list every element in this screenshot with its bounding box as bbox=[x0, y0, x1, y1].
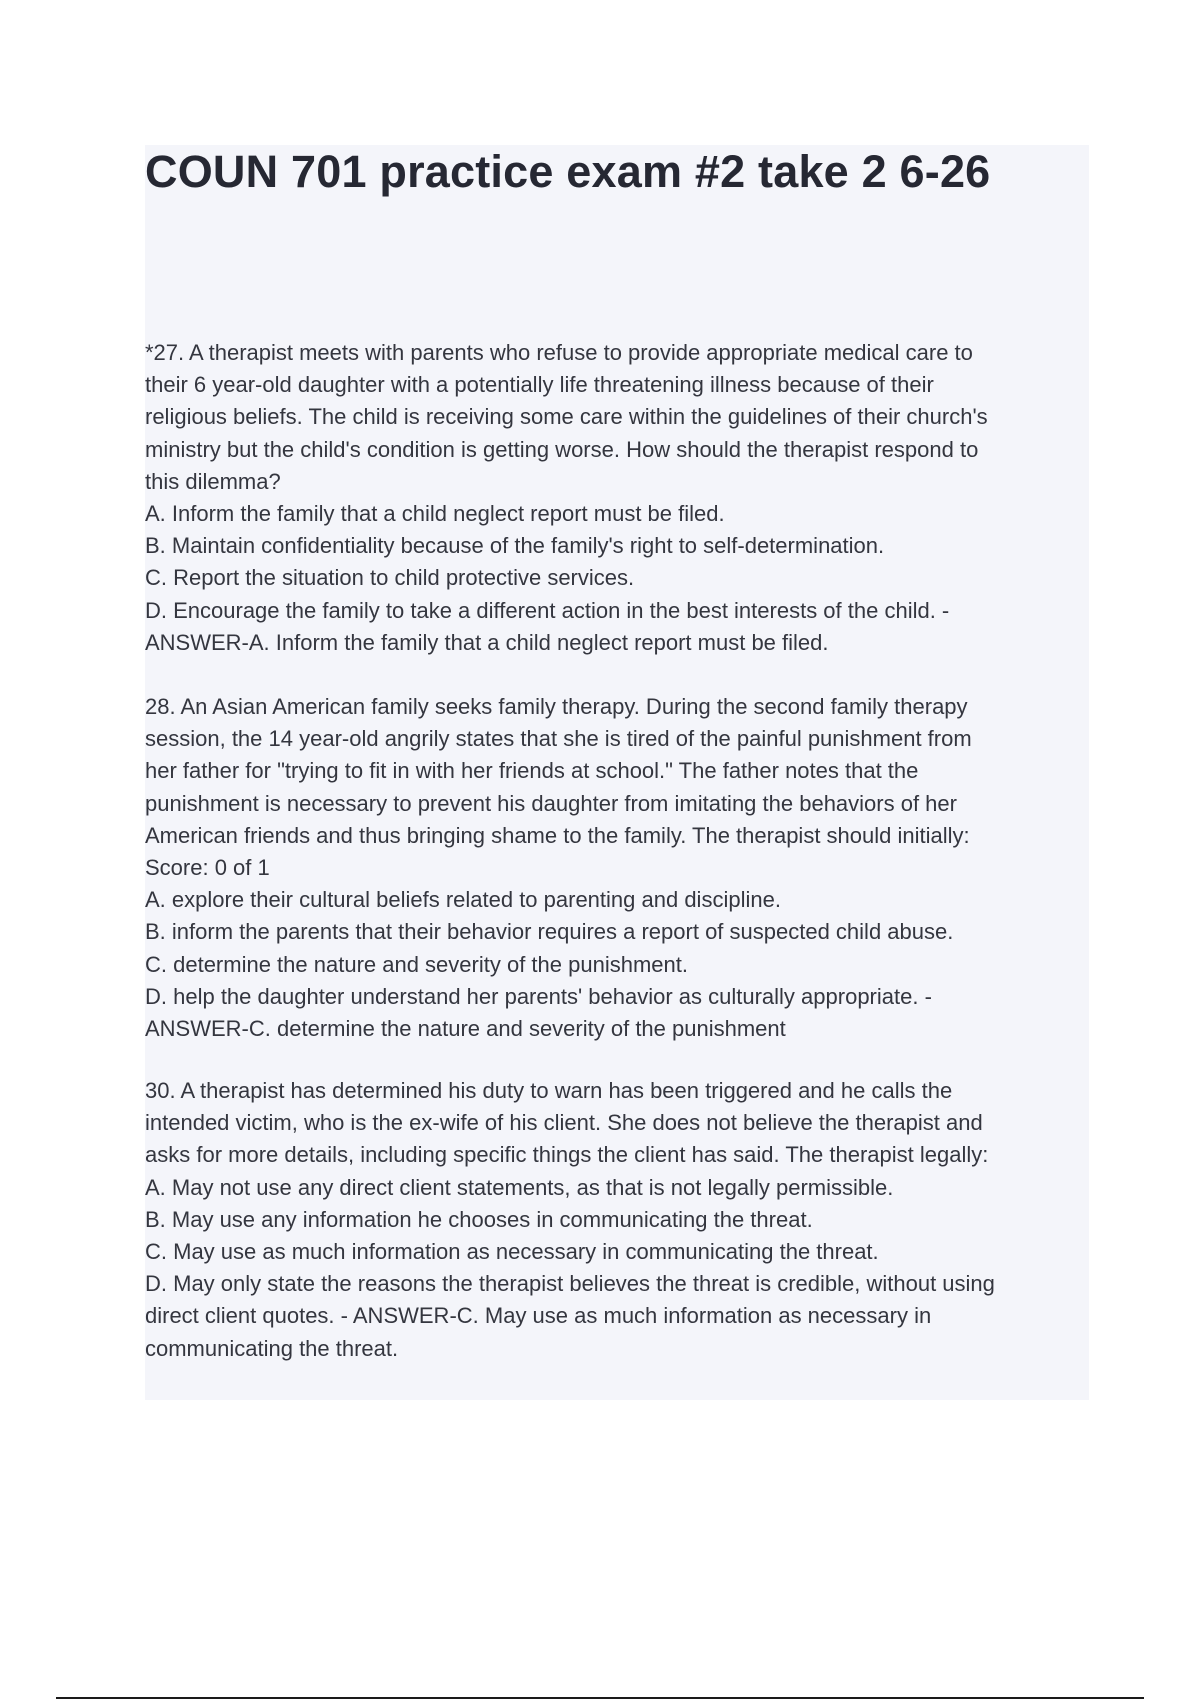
question-block-30 bbox=[145, 1075, 1089, 1365]
page-title: COUN 701 practice exam #2 take 2 6-26 bbox=[145, 146, 991, 197]
option-b: B. May use any information he chooses in communicating the threat. bbox=[145, 1206, 813, 1232]
answer-line: ANSWER-A. Inform the family that a child neglect report must be filed. bbox=[145, 629, 829, 655]
page-divider bbox=[56, 1697, 1144, 1699]
option-c: C. Report the situation to child protective services. bbox=[145, 565, 635, 591]
question-text-line: 30. A therapist has determined his duty to warn has been triggered and he calls the bbox=[145, 1078, 953, 1103]
option-a: A. May not use any direct client statements, as that is not legally permissible. bbox=[145, 1174, 894, 1200]
question-text-line: session, the 14 year-old angrily states that she is tired of the painful punishment from bbox=[145, 726, 972, 752]
question-text-line: their 6 year-old daughter with a potentially life threatening illness because of their bbox=[145, 372, 934, 398]
option-d: D. Encourage the family to take a different action in the best interests of the child. - bbox=[145, 597, 950, 623]
option-a: A. explore their cultural beliefs related to parenting and discipline. bbox=[145, 887, 781, 913]
question-text-line: *27. A therapist meets with parents who refuse to provide appropriate medical care to bbox=[145, 340, 973, 365]
question-text-line: asks for more details, including specific things the client has said. The therapist legally: bbox=[145, 1142, 989, 1168]
answer-line: communicating the threat. bbox=[145, 1335, 399, 1361]
question-block-27 bbox=[145, 337, 1089, 659]
question-text-line: her father for "trying to fit in with her friends at school." The father notes that the bbox=[145, 758, 919, 784]
option-b: B. inform the parents that their behavior requires a report of suspected child abuse. bbox=[145, 919, 954, 945]
question-text-line: American friends and thus bringing shame to the family. The therapist should initially: bbox=[145, 822, 970, 848]
question-text-line: 28. An Asian American family seeks family therapy. During the second family therapy bbox=[145, 694, 968, 719]
option-c: C. May use as much information as necessary in communicating the threat. bbox=[145, 1239, 879, 1265]
answer-line: direct client quotes. - ANSWER-C. May use as much information as necessary in bbox=[145, 1303, 932, 1329]
option-c: C. determine the nature and severity of the punishment. bbox=[145, 951, 688, 977]
question-text-line: religious beliefs. The child is receiving some care within the guidelines of their church's bbox=[145, 404, 988, 430]
option-d: D. May only state the reasons the therapist believes the threat is credible, without using bbox=[145, 1271, 995, 1297]
question-text-line: intended victim, who is the ex-wife of his client. She does not believe the therapist and bbox=[145, 1110, 983, 1136]
option-b: B. Maintain confidentiality because of the family's right to self-determination. bbox=[145, 533, 885, 559]
option-d: D. help the daughter understand her parents' behavior as culturally appropriate. - bbox=[145, 983, 932, 1009]
option-a: A. Inform the family that a child neglect report must be filed. bbox=[145, 501, 725, 527]
answer-line: ANSWER-C. determine the nature and severity of the punishment bbox=[145, 1016, 786, 1042]
score-line: Score: 0 of 1 bbox=[145, 855, 270, 881]
question-text-line: ministry but the child's condition is getting worse. How should the therapist respond to bbox=[145, 436, 979, 462]
question-text-line: punishment is necessary to prevent his daughter from imitating the behaviors of her bbox=[145, 790, 957, 816]
question-text-line: this dilemma? bbox=[145, 468, 281, 494]
question-block-28 bbox=[145, 691, 1089, 1045]
